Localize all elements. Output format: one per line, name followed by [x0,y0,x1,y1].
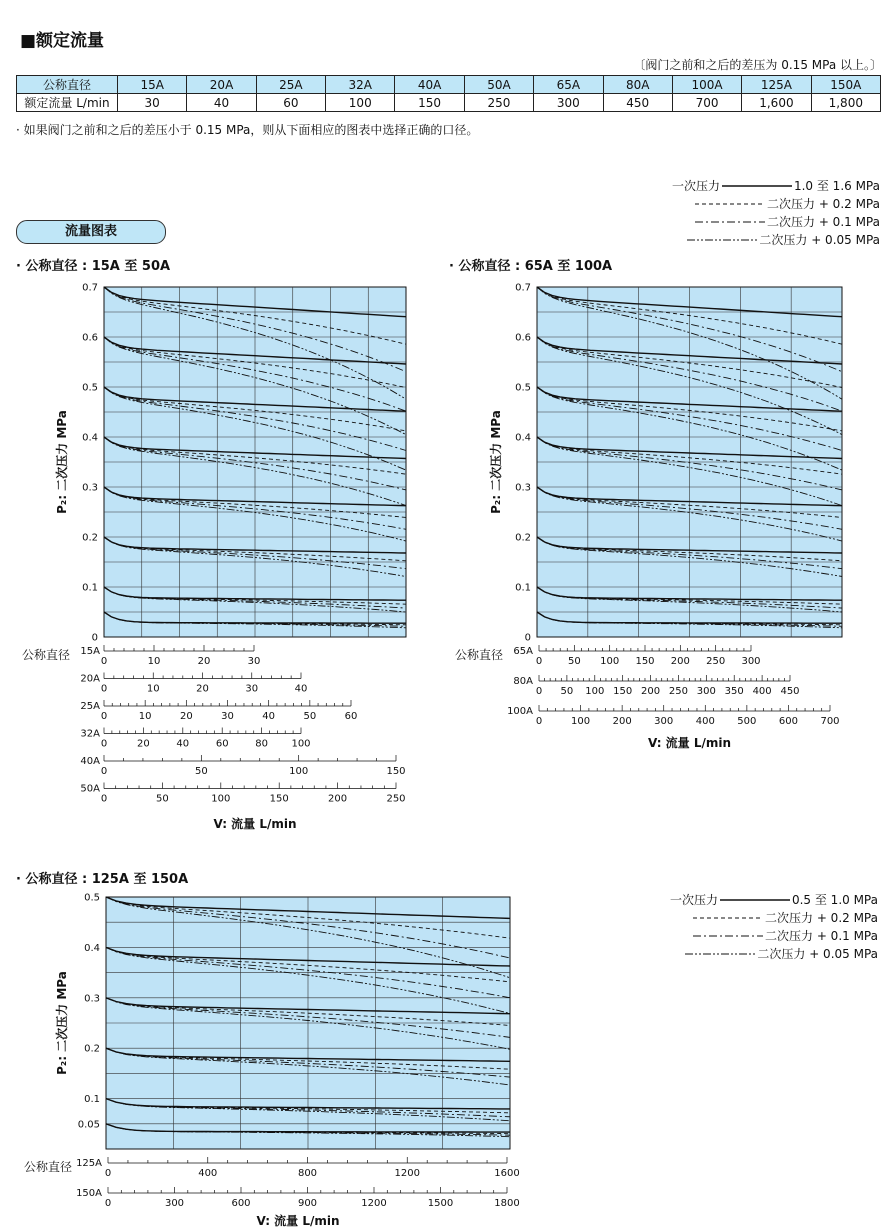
legend-primary-label: 一次压力 [669,893,718,907]
scale-tick-label: 0 [100,793,108,805]
scale-tick-label: 10 [138,711,152,722]
table-size-cell: 150A [811,76,880,94]
y-axis-label: P₂: 二次压力 MPa [55,410,69,514]
scale-tick-label: 10 [147,656,161,667]
scale-tick-label: 150 [635,656,655,667]
y-tick-label: 0.7 [515,282,531,294]
scale-tick-label: 40 [176,738,190,750]
scale-tick-label: 1800 [494,1198,520,1209]
table-flow-cell: 300 [534,94,603,112]
scale-size-label: 20A [80,673,100,685]
y-tick-label: 0.5 [84,892,100,904]
scale-size-label: 25A [80,701,100,712]
y-tick-label: 0 [524,632,531,644]
table-flow-cell: 30 [118,94,187,112]
legend-item-label: 1.0 至 1.6 MPa [793,179,880,193]
scale-tick-label: 100 [585,686,605,697]
scale-tick-label: 0 [100,711,108,722]
scale-tick-label: 250 [668,686,688,697]
legend-item-label: 二次压力 + 0.2 MPa [765,911,878,925]
scale-size-label: 50A [80,783,100,795]
scale-tick-label: 350 [724,686,744,697]
table-flow-cell: 1,800 [811,94,880,112]
scale-tick-label: 150 [386,766,406,777]
x-axis-label: V: 流量 L/min [256,1214,340,1228]
scale-tick-label: 0 [100,766,108,777]
scale-tick-label: 0 [104,1198,112,1209]
y-tick-label: 0.4 [84,942,100,954]
table-size-cell: 50A [464,76,533,94]
scale-tick-label: 0 [100,656,108,667]
table-size-cell: 20A [187,76,256,94]
scale-tick-label: 400 [752,686,772,697]
scale-tick-label: 1500 [427,1198,454,1209]
scale-size-label: 80A [513,676,533,687]
table-header-label: 公称直径 [17,76,118,94]
scale-size-label: 40A [80,756,100,767]
y-tick-label: 0.05 [77,1119,100,1131]
scale-tick-label: 60 [215,738,229,750]
scale-tick-label: 1200 [394,1168,420,1179]
chart-3 [16,871,520,1228]
scale-tick-label: 400 [695,716,715,727]
scale-tick-label: 50 [194,766,208,777]
scale-tick-label: 50 [303,711,317,722]
y-tick-label: 0.3 [515,482,531,494]
y-tick-label: 0.6 [515,332,531,344]
y-tick-label: 0.1 [84,1094,100,1106]
legend-primary-label: 一次压力 [671,179,720,193]
scale-tick-label: 0 [100,738,108,750]
scale-axis-title: 公称直径 [21,648,70,662]
table-size-cell: 40A [395,76,464,94]
y-axis-label: P₂: 二次压力 MPa [489,410,503,514]
y-tick-label: 0.1 [82,582,98,594]
scale-tick-label: 1600 [494,1168,520,1179]
scale-tick-label: 0 [100,683,108,695]
y-tick-label: 0.3 [82,482,98,494]
chart-title: · 公称直径 : 15A 至 50A [16,259,171,274]
scale-tick-label: 250 [706,656,726,667]
table-row-label: 额定流量 L/min [17,94,118,112]
scale-tick-label: 600 [778,716,798,727]
table-flow-cell: 40 [187,94,256,112]
scale-tick-label: 30 [245,683,259,695]
scale-tick-label: 600 [231,1198,251,1209]
table-size-cell: 32A [326,76,395,94]
legend-item-label: 二次压力 + 0.2 MPa [767,197,880,211]
table-flow-cell: 1,600 [742,94,811,112]
scale-tick-label: 0 [535,686,543,697]
scale-tick-label: 60 [344,711,358,722]
scale-tick-label: 200 [328,793,348,805]
y-tick-label: 0.3 [84,993,100,1005]
scale-tick-label: 800 [297,1168,318,1179]
x-axis-label: V: 流量 L/min [213,817,297,831]
scale-tick-label: 50 [156,793,169,805]
scale-tick-label: 0 [535,716,543,727]
y-tick-label: 0.7 [82,282,98,294]
scale-size-label: 32A [80,728,100,740]
scale-tick-label: 100 [289,766,309,777]
scale-tick-label: 1200 [361,1198,387,1209]
scale-tick-label: 150 [269,793,289,805]
scale-tick-label: 100 [291,738,311,750]
scale-tick-label: 400 [198,1168,218,1179]
legend-item-label: 0.5 至 1.0 MPa [791,893,878,907]
table-size-cell: 80A [603,76,672,94]
scale-tick-label: 20 [137,738,150,750]
table-size-cell: 125A [742,76,811,94]
scale-tick-label: 900 [297,1198,318,1209]
scale-tick-label: 20 [179,711,193,722]
table-size-cell: 15A [118,76,187,94]
scale-tick-label: 300 [741,656,761,667]
legend-item-label: 二次压力 + 0.1 MPa [767,215,880,229]
scale-tick-label: 200 [670,656,690,667]
scale-tick-label: 150 [613,686,633,697]
scale-tick-label: 50 [567,656,581,667]
table-size-cell: 25A [256,76,325,94]
scale-tick-label: 50 [560,686,574,697]
scale-axis-title: 公称直径 [454,648,503,662]
chart-2 [449,258,842,750]
scale-tick-label: 80 [255,738,268,750]
y-axis-label: P₂: 二次压力 MPa [55,971,69,1075]
chart-1 [16,258,406,831]
scale-tick-label: 250 [386,793,406,805]
legend-item-label: 二次压力 + 0.1 MPa [765,929,878,943]
y-tick-label: 0.1 [515,582,531,594]
scale-tick-label: 500 [737,716,757,727]
section-title: ■额定流量 [20,31,105,51]
scale-tick-label: 100 [600,656,620,667]
table-size-cell: 100A [672,76,741,94]
scale-tick-label: 100 [211,793,231,805]
y-tick-label: 0.5 [515,382,531,394]
y-tick-label: 0.2 [82,532,98,544]
y-tick-label: 0.2 [515,532,531,544]
scale-tick-label: 30 [247,656,261,667]
scale-size-label: 100A [507,706,533,717]
scale-tick-label: 40 [262,711,276,722]
scale-tick-label: 100 [571,716,591,727]
y-tick-label: 0.2 [84,1043,100,1055]
scale-size-label: 65A [513,646,533,657]
table-flow-cell: 250 [464,94,533,112]
scale-tick-label: 300 [164,1198,185,1209]
scale-tick-label: 200 [641,686,661,697]
scale-tick-label: 20 [196,683,209,695]
scale-tick-label: 300 [696,686,716,697]
scale-tick-label: 20 [197,656,211,667]
pressure-note: 〔阀门之前和之后的差压为 0.15 MPa 以上。〕 [633,58,882,72]
y-tick-label: 0.5 [82,382,98,394]
scale-axis-title: 公称直径 [23,1160,72,1174]
legend-item-label: 二次压力 + 0.05 MPa [759,233,880,247]
scale-tick-label: 200 [612,716,632,727]
chart-title: · 公称直径 : 125A 至 150A [16,872,189,887]
y-tick-label: 0.4 [515,432,531,444]
scale-size-label: 125A [76,1158,102,1169]
scale-tick-label: 450 [780,686,800,697]
scale-tick-label: 40 [294,683,308,695]
scale-tick-label: 700 [820,716,840,727]
scale-tick-label: 300 [654,716,674,727]
y-tick-label: 0.4 [82,432,98,444]
scale-tick-label: 30 [221,711,234,722]
table-flow-cell: 700 [672,94,741,112]
y-tick-label: 0.6 [82,332,98,344]
scale-tick-label: 0 [535,656,543,667]
selection-note: · 如果阀门之前和之后的差压小于 0.15 MPa，则从下面相应的图表中选择正确的口径。 [16,123,479,137]
table-flow-cell: 100 [326,94,395,112]
legend-item-label: 二次压力 + 0.05 MPa [757,947,878,961]
x-axis-label: V: 流量 L/min [647,736,732,750]
table-flow-cell: 150 [395,94,464,112]
table-flow-cell: 450 [603,94,672,112]
table-flow-cell: 60 [256,94,325,112]
scale-size-label: 150A [76,1188,102,1199]
y-tick-label: 0 [91,632,98,644]
scale-tick-label: 10 [146,683,160,695]
table-size-cell: 65A [534,76,603,94]
flow-graph-label: 流量图表 [16,220,166,244]
chart-title: · 公称直径 : 65A 至 100A [449,259,613,274]
scale-tick-label: 0 [104,1168,112,1179]
scale-size-label: 15A [80,646,100,657]
